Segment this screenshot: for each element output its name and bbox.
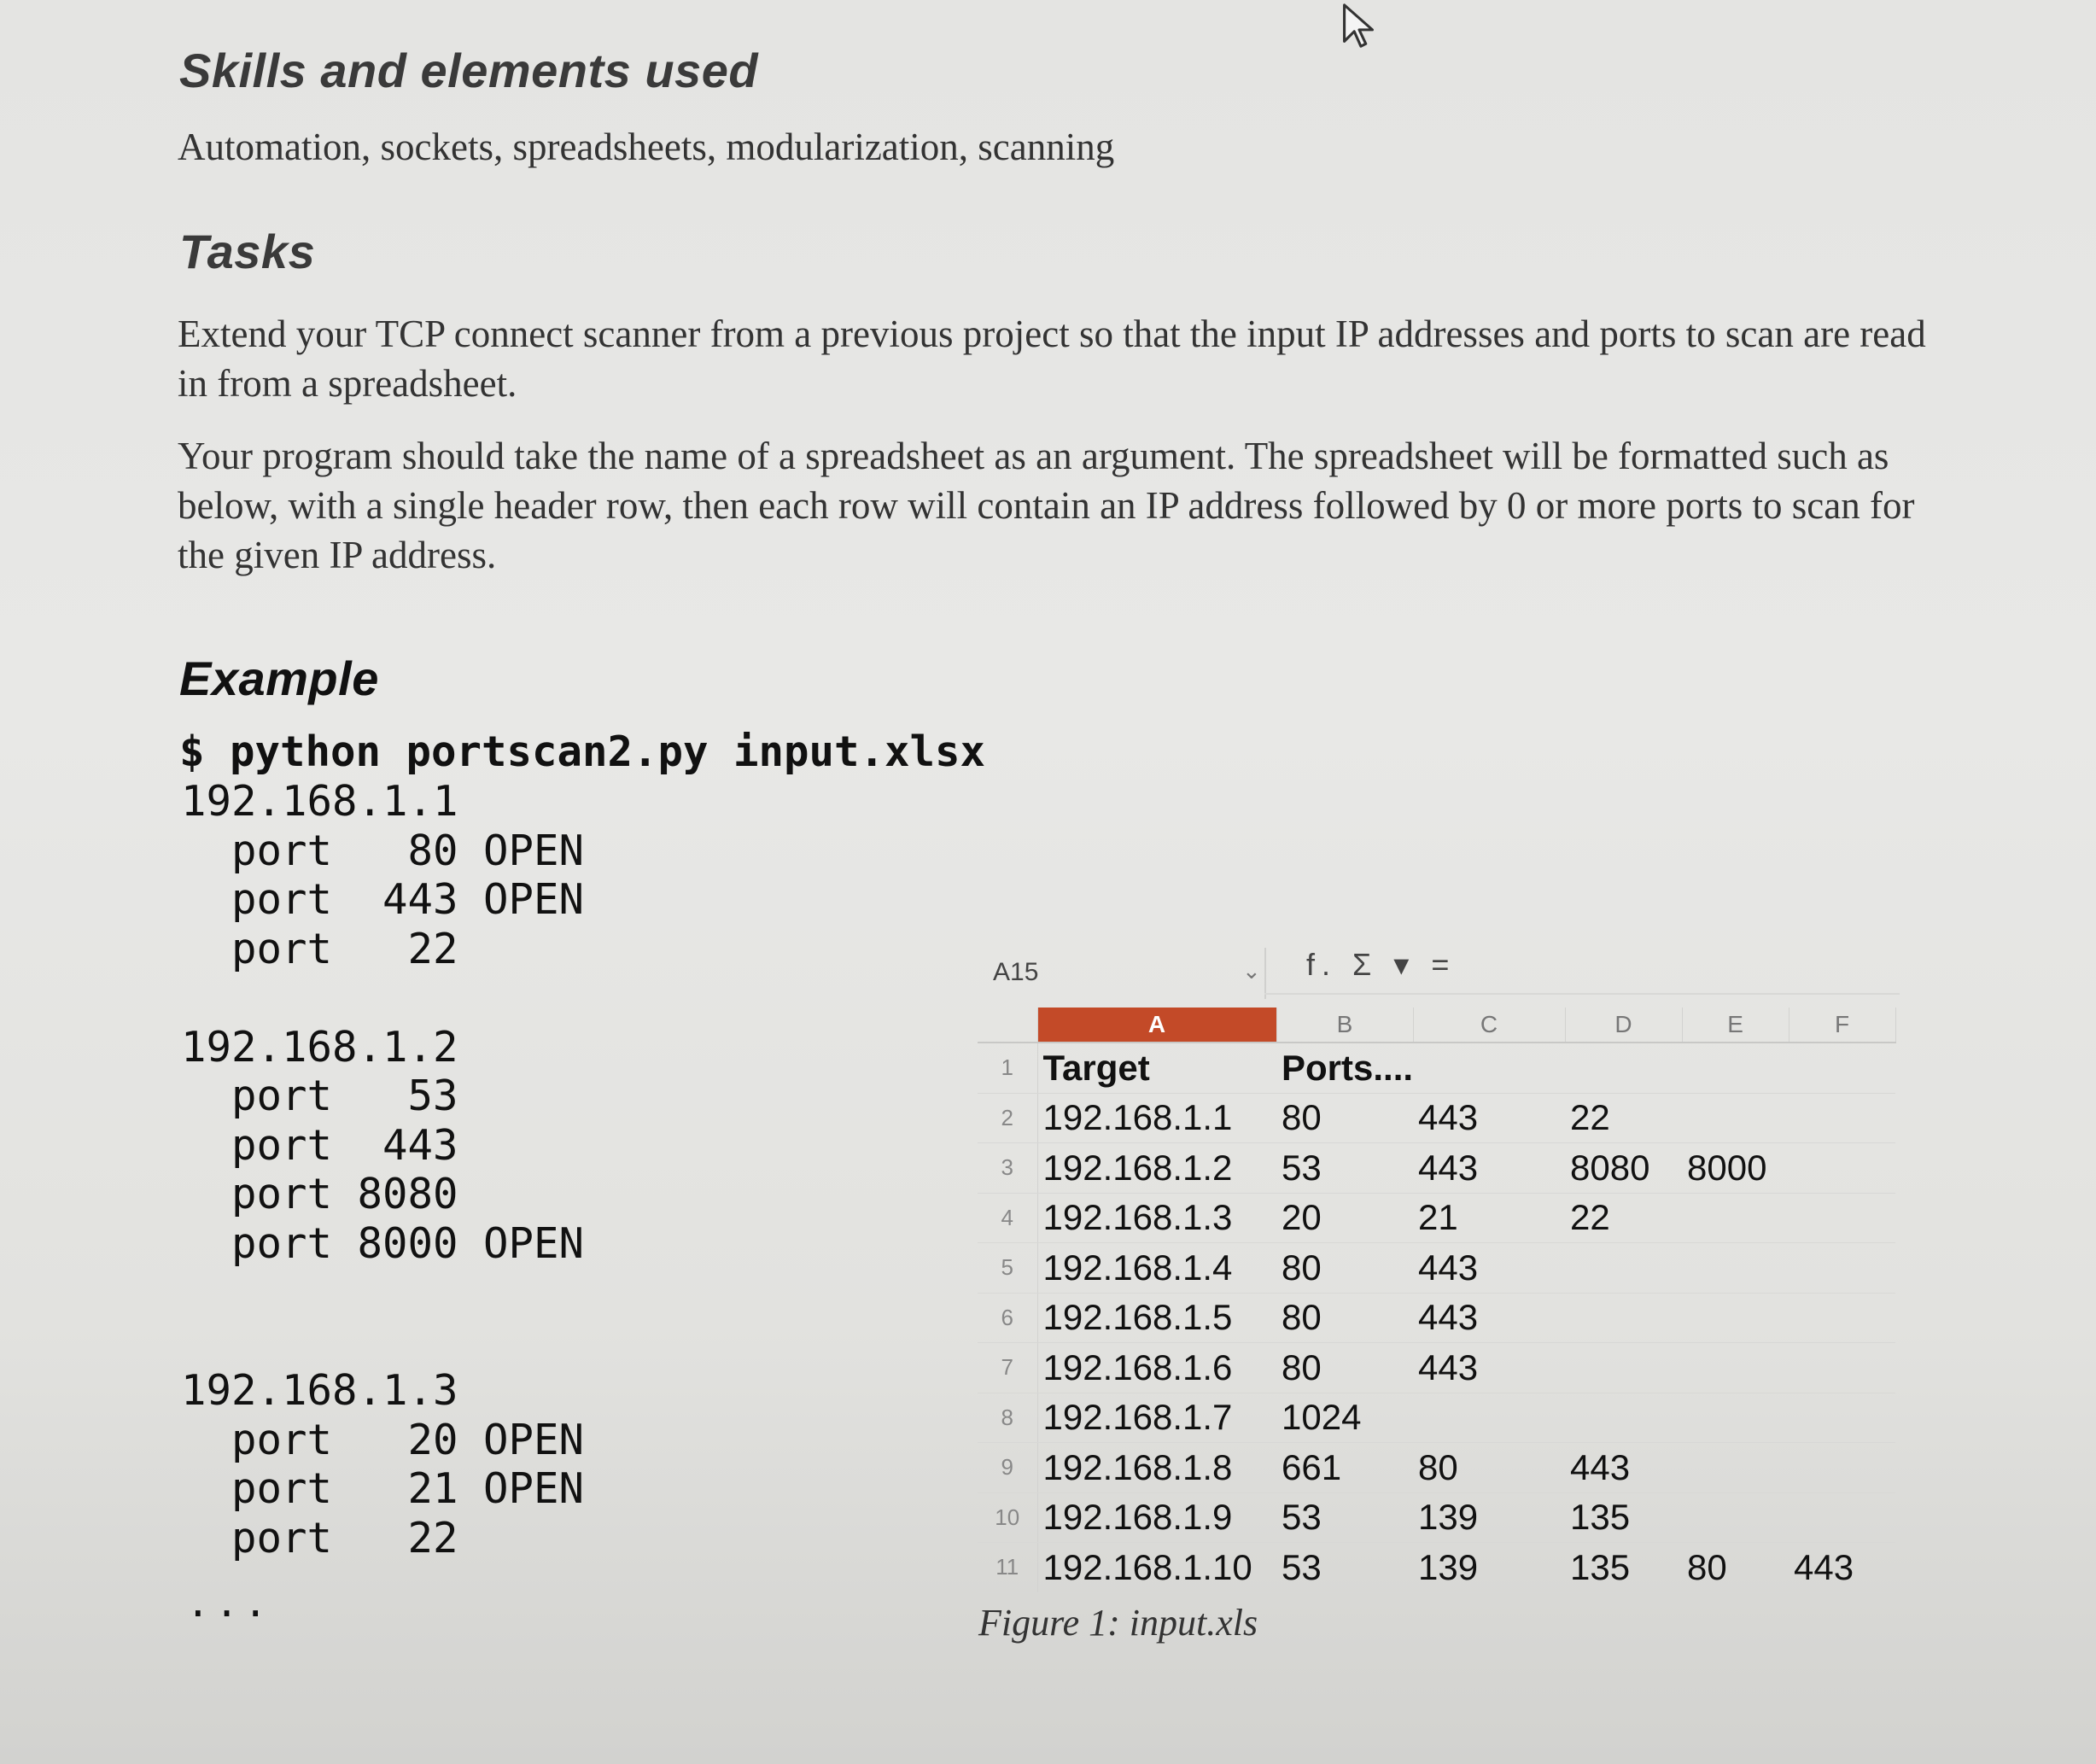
sheet-cell[interactable]: 135	[1565, 1543, 1682, 1593]
sheet-row	[978, 1143, 1895, 1194]
sheet-row	[978, 1293, 1895, 1343]
sheet-cell[interactable]: 661	[1276, 1443, 1413, 1493]
output-port-line: port 22	[181, 924, 458, 973]
sheet-cell[interactable]: 80	[1276, 1343, 1413, 1393]
sheet-cell[interactable]: 80	[1276, 1243, 1413, 1294]
sheet-cell[interactable]: 192.168.1.3	[1037, 1193, 1276, 1243]
output-port-line: port 8080	[181, 1170, 458, 1218]
sheet-cell[interactable]	[1682, 1492, 1789, 1543]
sheet-cell[interactable]: 192.168.1.7	[1037, 1393, 1276, 1443]
sheet-cell[interactable]: 192.168.1.1	[1037, 1093, 1276, 1143]
sheet-cell[interactable]: 80	[1682, 1543, 1789, 1593]
sheet-cell[interactable]	[1682, 1443, 1789, 1493]
sheet-cell[interactable]: 443	[1565, 1443, 1682, 1493]
sheet-cell[interactable]: 135	[1565, 1492, 1682, 1543]
sheet-cell[interactable]	[1789, 1293, 1895, 1343]
sheet-row	[978, 1343, 1895, 1393]
column-header-d[interactable]: D	[1565, 1008, 1682, 1043]
sheet-cell[interactable]: 8000	[1682, 1143, 1789, 1194]
output-port-line: port 8000 OPEN	[181, 1218, 585, 1268]
sheet-cell[interactable]: 192.168.1.4	[1037, 1243, 1276, 1294]
row-number[interactable]: 11	[978, 1543, 1037, 1593]
sheet-cell[interactable]: 21	[1413, 1193, 1565, 1243]
sheet-cell[interactable]: 443	[1413, 1143, 1565, 1194]
sheet-cell[interactable]: 192.168.1.6	[1037, 1343, 1276, 1393]
sheet-cell[interactable]: 80	[1276, 1293, 1413, 1343]
sheet-row	[978, 1443, 1895, 1493]
sheet-cell[interactable]	[1682, 1393, 1789, 1443]
sheet-cell[interactable]: 22	[1565, 1093, 1682, 1143]
sheet-row	[978, 1043, 1895, 1093]
sheet-cell[interactable]	[1565, 1393, 1682, 1443]
row-number[interactable]: 6	[978, 1293, 1037, 1343]
sheet-cell[interactable]: Ports....	[1276, 1043, 1413, 1093]
sheet-row	[978, 1193, 1895, 1243]
figure-caption: Figure 1: input.xls	[978, 1602, 1258, 1644]
sheet-cell[interactable]: 1024	[1276, 1393, 1413, 1443]
row-number[interactable]: 1	[978, 1043, 1037, 1093]
name-box-value: A15	[993, 958, 1039, 986]
output-host-line: 192.168.1.3	[181, 1366, 458, 1415]
sheet-cell[interactable]: 139	[1413, 1543, 1565, 1593]
sheet-cell[interactable]	[1682, 1293, 1789, 1343]
sheet-cell[interactable]	[1789, 1043, 1895, 1093]
output-blank-line	[181, 1317, 584, 1367]
sheet-cell[interactable]	[1682, 1043, 1789, 1093]
row-number[interactable]: 7	[978, 1343, 1037, 1393]
sheet-row	[978, 1543, 1895, 1593]
sheet-cell[interactable]: 192.168.1.2	[1037, 1143, 1276, 1194]
output-ellipsis: ...	[186, 1580, 273, 1626]
tasks-heading: Tasks	[179, 225, 316, 278]
sheet-cell[interactable]	[1789, 1492, 1895, 1543]
sheet-cell[interactable]	[1565, 1043, 1682, 1093]
sheet-cell[interactable]: 443	[1413, 1093, 1565, 1143]
sheet-cell[interactable]	[1565, 1293, 1682, 1343]
sheet-cell[interactable]: 443	[1413, 1293, 1565, 1343]
row-number[interactable]: 8	[978, 1393, 1037, 1443]
sheet-row	[978, 1093, 1895, 1143]
name-box[interactable]	[978, 948, 1266, 999]
sheet-cell[interactable]	[1789, 1093, 1895, 1143]
sheet-cell[interactable]: 443	[1413, 1243, 1565, 1294]
column-header-e[interactable]: E	[1682, 1008, 1789, 1043]
sheet-cell[interactable]	[1789, 1193, 1895, 1243]
row-number[interactable]: 4	[978, 1193, 1037, 1243]
sheet-cell[interactable]	[1682, 1243, 1789, 1294]
sheet-cell[interactable]	[1789, 1393, 1895, 1443]
column-header-a[interactable]: A	[1037, 1008, 1276, 1043]
sheet-cell[interactable]	[1789, 1143, 1895, 1194]
sheet-cell[interactable]	[1682, 1093, 1789, 1143]
sheet-cell[interactable]	[1682, 1193, 1789, 1243]
example-output	[181, 777, 584, 1562]
sheet-cell[interactable]: 443	[1413, 1343, 1565, 1393]
sheet-cell[interactable]	[1413, 1393, 1565, 1443]
sheet-cell[interactable]	[1413, 1043, 1565, 1093]
sheet-cell[interactable]: 80	[1276, 1093, 1413, 1143]
sheet-cell[interactable]	[1789, 1243, 1895, 1294]
sheet-cell[interactable]: 53	[1276, 1543, 1413, 1593]
sheet-cell[interactable]: Target	[1037, 1043, 1276, 1093]
output-host-line: 192.168.1.1	[181, 777, 458, 826]
sheet-row	[978, 1492, 1895, 1543]
sheet-cell[interactable]: 53	[1276, 1143, 1413, 1194]
row-number[interactable]: 5	[978, 1243, 1037, 1294]
column-header-f[interactable]: F	[1789, 1008, 1895, 1043]
sheet-row	[978, 1393, 1895, 1443]
example-command: $ python portscan2.py input.xlsx	[179, 727, 986, 776]
output-port-line: port 443	[181, 1120, 458, 1170]
output-blank-line	[181, 973, 584, 1023]
output-port-line: port 443 OPEN	[181, 875, 585, 924]
sheet-cell[interactable]: 80	[1413, 1443, 1565, 1493]
column-header-c[interactable]: C	[1413, 1008, 1565, 1043]
row-number[interactable]: 9	[978, 1443, 1037, 1493]
spreadsheet-grid	[978, 1008, 1896, 1593]
output-port-line: port 20 OPEN	[181, 1415, 585, 1464]
sheet-cell[interactable]	[1789, 1443, 1895, 1493]
sheet-cell[interactable]: 8080	[1565, 1143, 1682, 1194]
tasks-paragraph-1: Extend your TCP connect scanner from a previous project so that the input IP addresses and ports to scan are read in from a spreadsheet.	[178, 312, 1926, 405]
formula-bar[interactable]	[1264, 993, 1900, 995]
output-port-line: port 53	[181, 1072, 458, 1120]
corner-cell[interactable]	[978, 1008, 1037, 1043]
sheet-cell[interactable]: 443	[1789, 1543, 1895, 1593]
sheet-cell[interactable]: 192.168.1.10	[1037, 1543, 1276, 1593]
sheet-cell[interactable]: 192.168.1.8	[1037, 1443, 1276, 1493]
sheet-row	[978, 1243, 1895, 1294]
skills-heading: Skills and elements used	[179, 44, 759, 97]
output-port-line: port 80 OPEN	[181, 826, 585, 875]
sheet-cell[interactable]: 192.168.1.9	[1037, 1492, 1276, 1543]
chevron-down-icon[interactable]: ⌄	[1242, 958, 1261, 984]
output-port-line: port 22	[181, 1513, 458, 1562]
column-header-b[interactable]: B	[1276, 1008, 1413, 1043]
output-blank-line	[181, 1268, 584, 1317]
skills-text: Automation, sockets, spreadsheets, modularization, scanning	[178, 126, 1115, 168]
sheet-cell[interactable]	[1565, 1343, 1682, 1393]
tasks-paragraph-2: Your program should take the name of a spreadsheet as an argument. The spreadsheet will be formatted such as below, with a single header row, then each row will contain an IP address followed by 0 or more ports to scan for the given IP address.	[178, 435, 1915, 576]
row-number[interactable]: 2	[978, 1093, 1037, 1143]
sheet-cell[interactable]: 192.168.1.5	[1037, 1293, 1276, 1343]
sheet-cell[interactable]	[1682, 1343, 1789, 1393]
row-number[interactable]: 10	[978, 1492, 1037, 1543]
row-number[interactable]: 3	[978, 1143, 1037, 1194]
mouse-pointer-icon	[1340, 2, 1378, 51]
sheet-cell[interactable]: 22	[1565, 1193, 1682, 1243]
output-host-line: 192.168.1.2	[181, 1022, 458, 1072]
column-header-row	[978, 1008, 1895, 1043]
sheet-cell[interactable]	[1789, 1343, 1895, 1393]
formula-toolbar[interactable]: f. Σ ▾ =	[1306, 947, 1457, 982]
sheet-cell[interactable]: 139	[1413, 1492, 1565, 1543]
sheet-cell[interactable]	[1565, 1243, 1682, 1294]
sheet-cell[interactable]: 53	[1276, 1492, 1413, 1543]
sheet-cell[interactable]: 20	[1276, 1193, 1413, 1243]
spreadsheet	[978, 935, 1900, 1587]
example-heading: Example	[179, 651, 379, 705]
output-port-line: port 21 OPEN	[181, 1464, 585, 1513]
